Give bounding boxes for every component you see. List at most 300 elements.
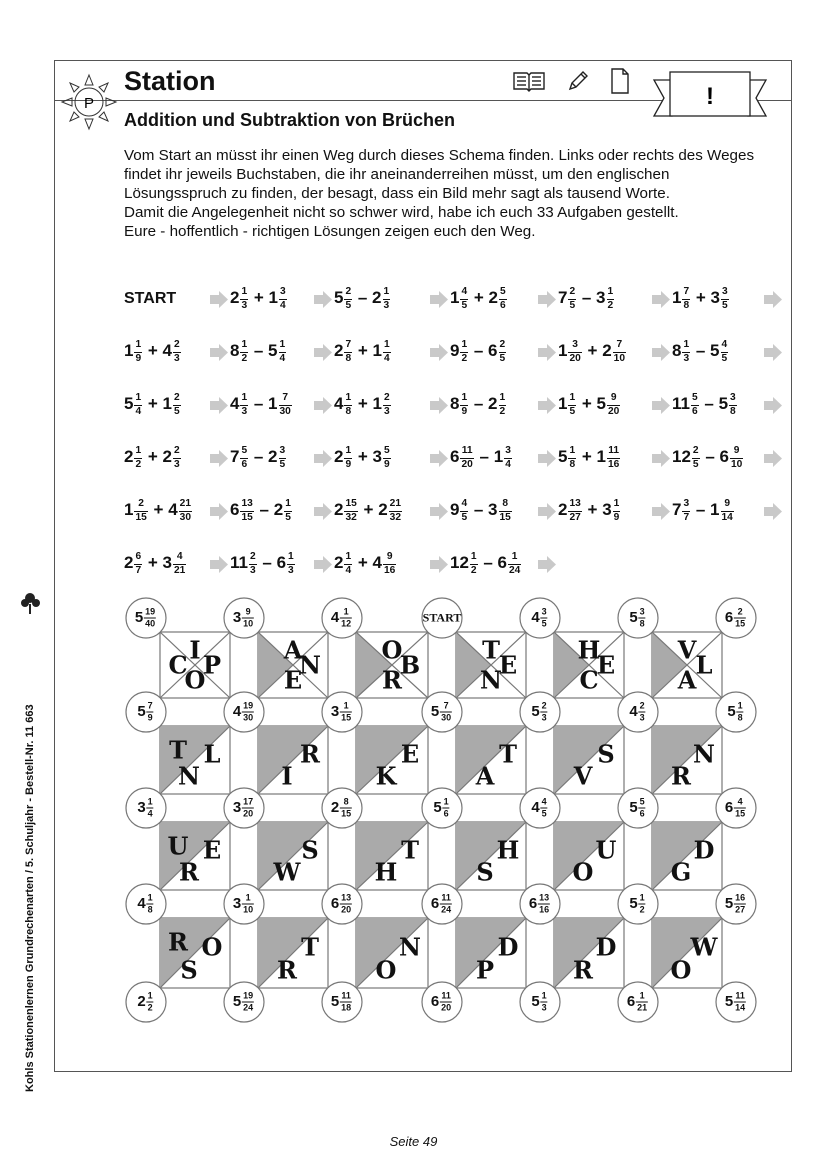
fraction: $\frac{1}{4}$ (279, 339, 286, 364)
puzzle-grid (124, 596, 760, 1046)
fraction: $\frac{1}{2}$ (470, 551, 477, 576)
fraction: $\frac{3}{20}$ (569, 339, 581, 364)
fraction: $\frac{1}{3}$ (383, 286, 390, 311)
fraction: $\frac{1}{3}$ (288, 551, 294, 576)
task-text: 7 $\frac{3}{7}$ – 1 $\frac{9}{14}$ (672, 498, 733, 523)
arrow-right-icon (652, 291, 670, 308)
fraction: $\frac{1}{9}$ (461, 392, 468, 417)
grid-node-value: 5 $\frac{1}{8}$ (727, 700, 743, 723)
arrow-right-icon (210, 556, 228, 573)
task-expression (124, 335, 182, 369)
arrow-right-icon (430, 450, 448, 467)
fraction: $\frac{1}{3}$ (683, 339, 690, 364)
puzzle-letter: V (677, 635, 697, 665)
puzzle-letter: A (475, 761, 495, 791)
task-text: 2 $\frac{7}{8}$ + 1 $\frac{1}{4}$ (334, 339, 390, 364)
fraction: $\frac{13}{15}$ (241, 498, 253, 523)
puzzle-letter: D (693, 835, 715, 865)
grid-node-value: 5 $\frac{1}{2}$ (629, 892, 645, 915)
task-text: 2 $\frac{1}{2}$ + 2 $\frac{2}{3}$ (124, 445, 180, 470)
arrow-right-icon (314, 291, 332, 308)
task-expression (334, 388, 392, 422)
puzzle-letter: E (283, 665, 303, 695)
puzzle-letter: N (178, 761, 200, 791)
arrow-right-icon (314, 450, 332, 467)
grid-node-value: 5 $\frac{11}{14}$ (724, 990, 746, 1013)
fraction: $\frac{2}{5}$ (173, 392, 180, 417)
fraction: $\frac{13}{16}$ (539, 892, 550, 915)
grid-node-value: 6 $\frac{11}{24}$ (430, 892, 452, 915)
task-text: 2 $\frac{1}{3}$ + 1 $\frac{3}{4}$ (230, 286, 286, 311)
arrow-right-icon (764, 503, 782, 520)
fraction: $\frac{19}{30}$ (243, 700, 254, 723)
banner-mark: ! (706, 83, 714, 110)
puzzle-letter: N (299, 650, 321, 680)
grid-node-value: 5 $\frac{5}{6}$ (629, 796, 645, 819)
task-expression (672, 388, 738, 422)
grid-node-value: 6 $\frac{4}{15}$ (724, 796, 746, 819)
puzzle-letter: P (202, 650, 222, 680)
task-row (124, 335, 786, 369)
puzzle-letter: G (670, 857, 692, 887)
intro-paragraph: Damit die Angelegenheit nicht so schwer wird, habe ich euch 33 Aufgaben gestellt. (124, 204, 679, 221)
arrow-right-icon (210, 397, 228, 414)
grid-node-value: 4 $\frac{1}{12}$ (330, 606, 352, 629)
puzzle-letter: C (579, 665, 599, 695)
arrow-right-icon (210, 291, 228, 308)
puzzle-letter: T (401, 835, 419, 865)
task-expression (450, 494, 513, 528)
fraction: $\frac{8}{15}$ (499, 498, 511, 523)
fraction: $\frac{3}{4}$ (505, 445, 511, 470)
fraction: $\frac{11}{18}$ (341, 990, 352, 1013)
puzzle-letter: R (382, 665, 402, 695)
fraction: $\frac{1}{10}$ (243, 892, 254, 915)
puzzle-letter: D (497, 932, 519, 962)
arrow-right-icon (538, 556, 556, 573)
fraction: $\frac{1}{3}$ (541, 990, 547, 1013)
fraction: $\frac{1}{8}$ (147, 892, 153, 915)
arrow-right-icon (764, 344, 782, 361)
task-expression (124, 494, 193, 528)
task-text: 1 $\frac{1}{9}$ + 4 $\frac{2}{3}$ (124, 339, 180, 364)
task-text: 6 $\frac{11}{20}$ – 1 $\frac{3}{4}$ (450, 445, 511, 470)
grid-node-value: 5 $\frac{19}{24}$ (232, 990, 254, 1013)
grid-node-value: 3 $\frac{1}{10}$ (232, 892, 254, 915)
fraction: $\frac{1}{4}$ (345, 551, 352, 576)
fraction: $\frac{7}{30}$ (279, 392, 291, 417)
fraction: $\frac{13}{27}$ (569, 498, 581, 523)
arrow-right-icon (538, 397, 556, 414)
fraction: $\frac{17}{20}$ (243, 796, 254, 819)
task-text: 7 $\frac{2}{5}$ – 3 $\frac{1}{2}$ (558, 286, 614, 311)
task-text: 2 $\frac{1}{4}$ + 4 $\frac{9}{16}$ (334, 551, 396, 576)
task-text: 1 $\frac{3}{20}$ + 2 $\frac{7}{10}$ (558, 339, 625, 364)
fraction: $\frac{21}{32}$ (389, 498, 401, 523)
puzzle-letter: L (203, 739, 221, 769)
puzzle-letter: S (301, 835, 319, 865)
task-expression (672, 441, 744, 475)
puzzle-letter: N (399, 932, 421, 962)
fraction: $\frac{9}{16}$ (383, 551, 396, 576)
puzzle-letter: V (573, 761, 593, 791)
task-text: 12 $\frac{1}{2}$ – 6 $\frac{1}{24}$ (450, 551, 521, 576)
task-text: 1 $\frac{1}{5}$ + 5 $\frac{9}{20}$ (558, 392, 620, 417)
fraction: $\frac{4}{5}$ (461, 286, 468, 311)
arrow-right-icon (764, 450, 782, 467)
book-icon (512, 69, 546, 93)
puzzle-letter: R (168, 927, 188, 957)
fraction: $\frac{1}{9}$ (135, 339, 142, 364)
fraction: $\frac{1}{2}$ (461, 339, 468, 364)
arrow-right-icon (652, 450, 670, 467)
puzzle-letter: W (273, 857, 301, 887)
page-subtitle: Addition und Subtraktion von Brüchen (124, 110, 455, 130)
task-text: 11 $\frac{5}{6}$ – 5 $\frac{3}{8}$ (672, 392, 736, 417)
fraction: $\frac{3}{5}$ (721, 286, 728, 311)
fraction: $\frac{2}{3}$ (639, 700, 645, 723)
arrow-right-icon (538, 503, 556, 520)
puzzle-letter: T (301, 932, 319, 962)
fraction: $\frac{5}{6}$ (499, 286, 506, 311)
grid-node-value: 3 $\frac{1}{4}$ (137, 796, 153, 819)
fraction: $\frac{3}{7}$ (683, 498, 690, 523)
puzzle-letter: N (693, 739, 715, 769)
task-text: 7 $\frac{5}{6}$ – 2 $\frac{3}{5}$ (230, 445, 286, 470)
task-text: 5 $\frac{2}{5}$ – 2 $\frac{1}{3}$ (334, 286, 390, 311)
arrow-right-icon (210, 450, 228, 467)
fraction: $\frac{4}{5}$ (541, 796, 547, 819)
task-text: 2 $\frac{6}{7}$ + 3 $\frac{4}{21}$ (124, 551, 186, 576)
puzzle-letter: W (690, 932, 718, 962)
fraction: $\frac{6}{7}$ (135, 551, 142, 576)
task-text: 11 $\frac{2}{3}$ – 6 $\frac{1}{3}$ (230, 551, 294, 576)
task-text: 8 $\frac{1}{2}$ – 5 $\frac{1}{4}$ (230, 339, 286, 364)
fraction: $\frac{2}{5}$ (499, 339, 506, 364)
fraction: $\frac{1}{12}$ (341, 606, 352, 629)
arrow-right-icon (430, 556, 448, 573)
fraction: $\frac{8}{15}$ (341, 796, 352, 819)
task-expression (672, 282, 730, 316)
puzzle-letter: L (695, 650, 713, 680)
task-expression (334, 494, 403, 528)
grid-node-value: 2 $\frac{8}{15}$ (330, 796, 352, 819)
fraction: $\frac{1}{4}$ (135, 392, 142, 417)
task-text: 12 $\frac{2}{5}$ – 6 $\frac{9}{10}$ (672, 445, 743, 470)
intro-paragraph: Eure - hoffentlich - richtigen Lösungen zeigen euch den Weg. (124, 223, 536, 240)
fraction: $\frac{9}{10}$ (243, 606, 254, 629)
grid-node-value: 6 $\frac{13}{20}$ (330, 892, 352, 915)
arrow-right-icon (538, 291, 556, 308)
puzzle-letter: O (184, 665, 206, 695)
grid-node-value: 6 $\frac{13}{16}$ (528, 892, 550, 915)
header-icons (512, 68, 630, 94)
task-expression (334, 547, 397, 581)
grid-node-value: 4 $\frac{4}{5}$ (531, 796, 547, 819)
fraction: $\frac{4}{21}$ (173, 551, 186, 576)
side-publisher-text: Kohls Stationenlernen Grundrechenarten / 5. Schuljahr - Bestell-Nr. 11 663 (24, 704, 36, 1092)
fraction: $\frac{16}{27}$ (735, 892, 746, 915)
intro-paragraph: Vom Start an müsst ihr einen Weg durch dieses Schema finden. Links oder rechts des Weges findet ihr jeweils Buchstaben, die ihr aneinanderreihen müsst, um den englischen Lösungsspruch zu finden, der besagt, dass ein Bild mehr sagt als tausend Worte. (124, 147, 755, 202)
task-text: 1 $\frac{2}{15}$ + 4 $\frac{21}{30}$ (124, 498, 191, 523)
puzzle-letter: C (168, 650, 188, 680)
fraction: $\frac{1}{8}$ (737, 700, 743, 723)
puzzle-letter: H (577, 635, 601, 665)
fraction: $\frac{1}{21}$ (637, 990, 648, 1013)
task-row (124, 547, 786, 581)
fraction: $\frac{1}{15}$ (341, 700, 352, 723)
puzzle-letter: I (189, 635, 201, 665)
grid-node-value: 6 $\frac{11}{20}$ (430, 990, 452, 1013)
task-expression (558, 441, 621, 475)
grid-node-value: 5 $\frac{11}{18}$ (330, 990, 352, 1013)
fraction: $\frac{11}{20}$ (461, 445, 473, 470)
fraction: $\frac{7}{8}$ (345, 339, 352, 364)
puzzle-letter: A (283, 635, 303, 665)
task-expression (124, 388, 182, 422)
fraction: $\frac{1}{2}$ (241, 339, 248, 364)
puzzle-letter: R (300, 739, 320, 769)
page-footer: Seite 49 (389, 1134, 438, 1149)
task-expression (450, 282, 508, 316)
fraction: $\frac{5}{6}$ (691, 392, 698, 417)
task-expression (334, 335, 392, 369)
fraction: $\frac{1}{9}$ (613, 498, 620, 523)
task-text: 2 $\frac{15}{32}$ + 2 $\frac{21}{32}$ (334, 498, 401, 523)
arrow-right-icon (538, 450, 556, 467)
fraction: $\frac{19}{40}$ (145, 606, 156, 629)
fraction: $\frac{1}{2}$ (147, 990, 153, 1013)
grid-node-value: 4 $\frac{19}{30}$ (232, 700, 254, 723)
arrow-right-icon (764, 291, 782, 308)
arrow-right-icon (314, 344, 332, 361)
task-expression (230, 388, 293, 422)
task-text: 5 $\frac{1}{8}$ + 1 $\frac{11}{16}$ (558, 445, 620, 470)
arrow-right-icon (430, 503, 448, 520)
fraction: $\frac{19}{24}$ (243, 990, 254, 1013)
puzzle-letter: S (597, 739, 615, 769)
fraction: $\frac{4}{5}$ (721, 339, 728, 364)
task-text: 5 $\frac{1}{4}$ + 1 $\frac{2}{5}$ (124, 392, 180, 417)
grid-node-value: 5 $\frac{7}{9}$ (137, 700, 153, 723)
fraction: $\frac{2}{3}$ (173, 339, 180, 364)
fraction: $\frac{1}{5}$ (569, 392, 576, 417)
puzzle-letter: K (375, 761, 397, 791)
fraction: $\frac{1}{4}$ (147, 796, 153, 819)
fraction: $\frac{1}{2}$ (639, 892, 645, 915)
arrow-right-icon (652, 397, 670, 414)
grid-start-label: START (422, 610, 462, 625)
fraction: $\frac{2}{3}$ (173, 445, 180, 470)
task-expression (124, 547, 187, 581)
fraction: $\frac{1}{5}$ (285, 498, 291, 523)
puzzle-letter: D (595, 932, 617, 962)
arrow-right-icon (652, 503, 670, 520)
task-text: 4 $\frac{1}{3}$ – 1 $\frac{7}{30}$ (230, 392, 291, 417)
puzzle-letter: O (670, 955, 692, 985)
puzzle-letter: T (169, 735, 187, 765)
puzzle-letter: T (499, 739, 517, 769)
grid-node-value: 4 $\frac{2}{3}$ (629, 700, 645, 723)
puzzle-letter: E (202, 835, 222, 865)
fraction: $\frac{15}{32}$ (345, 498, 357, 523)
fraction: $\frac{1}{2}$ (499, 392, 506, 417)
fraction: $\frac{7}{10}$ (613, 339, 625, 364)
fraction: $\frac{3}{5}$ (279, 445, 286, 470)
arrow-right-icon (210, 344, 228, 361)
fraction: $\frac{9}{20}$ (607, 392, 620, 417)
fraction: $\frac{3}{4}$ (279, 286, 286, 311)
document-icon (610, 68, 630, 94)
grid-node-value: 4 $\frac{1}{8}$ (137, 892, 153, 915)
puzzle-letter: S (476, 857, 494, 887)
puzzle-letter: R (573, 955, 593, 985)
puzzle-letter: H (374, 857, 398, 887)
fraction: $\frac{3}{8}$ (639, 606, 645, 629)
task-expression (558, 282, 615, 316)
fraction: $\frac{5}{6}$ (639, 796, 645, 819)
task-expression (450, 388, 507, 422)
fraction: $\frac{1}{24}$ (508, 551, 521, 576)
fraction: $\frac{1}{4}$ (383, 339, 390, 364)
intro-text (124, 146, 764, 241)
arrow-right-icon (430, 291, 448, 308)
task-expression (334, 282, 391, 316)
pencil-icon (566, 69, 590, 93)
arrow-right-icon (430, 397, 448, 414)
fraction: $\frac{3}{5}$ (541, 606, 547, 629)
puzzle-letter: E (400, 739, 420, 769)
task-text: 8 $\frac{1}{3}$ – 5 $\frac{4}{5}$ (672, 339, 728, 364)
puzzle-letter: R (179, 857, 199, 887)
fraction: $\frac{4}{15}$ (735, 796, 746, 819)
puzzle-letter: R (277, 955, 297, 985)
task-expression (334, 441, 392, 475)
fraction: $\frac{9}{10}$ (730, 445, 743, 470)
task-expression (450, 441, 513, 475)
puzzle-letter: R (671, 761, 691, 791)
fraction: $\frac{1}{3}$ (241, 286, 248, 311)
arrow-right-icon (538, 344, 556, 361)
fraction: $\frac{7}{9}$ (147, 700, 153, 723)
puzzle-letter: E (498, 650, 518, 680)
grid-node-value: 6 $\frac{2}{15}$ (724, 606, 746, 629)
task-row (124, 441, 786, 475)
puzzle-letter: H (496, 835, 520, 865)
puzzle-letter: O (381, 635, 403, 665)
puzzle-letter: A (677, 665, 697, 695)
puzzle-letter: T (482, 635, 500, 665)
fraction: $\frac{21}{30}$ (179, 498, 191, 523)
task-row (124, 388, 786, 422)
task-expression (450, 547, 522, 581)
puzzle-letter: O (375, 955, 397, 985)
task-expression (558, 388, 621, 422)
fraction: $\frac{1}{3}$ (241, 392, 248, 417)
puzzle-letter: U (167, 831, 189, 861)
fraction: $\frac{5}{6}$ (241, 445, 248, 470)
task-expression (672, 335, 729, 369)
fraction: $\frac{1}{8}$ (569, 445, 576, 470)
fraction: $\frac{2}{3}$ (249, 551, 256, 576)
task-text: 4 $\frac{1}{8}$ + 1 $\frac{2}{3}$ (334, 392, 390, 417)
grid-node-value: 6 $\frac{1}{21}$ (626, 990, 648, 1013)
task-expression (558, 335, 627, 369)
puzzle-letter: E (596, 650, 616, 680)
fraction: $\frac{4}{5}$ (461, 498, 468, 523)
fraction: $\frac{1}{2}$ (135, 445, 142, 470)
puzzle-letter: O (201, 932, 223, 962)
task-text: 9 $\frac{1}{2}$ – 6 $\frac{2}{5}$ (450, 339, 506, 364)
puzzle-letter: B (399, 650, 421, 680)
task-expression (230, 335, 287, 369)
start-label: START (124, 290, 177, 307)
sun-letter: P (83, 95, 95, 112)
task-text: 1 $\frac{4}{5}$ + 2 $\frac{5}{6}$ (450, 286, 506, 311)
fraction: $\frac{2}{5}$ (569, 286, 576, 311)
fraction: $\frac{13}{20}$ (341, 892, 352, 915)
task-text: 2 $\frac{1}{9}$ + 3 $\frac{5}{9}$ (334, 445, 390, 470)
fraction: $\frac{2}{15}$ (735, 606, 746, 629)
fraction: $\frac{1}{2}$ (607, 286, 614, 311)
task-expression (230, 494, 293, 528)
puzzle-letter: N (480, 665, 502, 695)
fraction: $\frac{9}{14}$ (721, 498, 733, 523)
grid-node-value: 5 $\frac{1}{6}$ (433, 796, 449, 819)
task-row (124, 494, 786, 528)
fraction: $\frac{11}{20}$ (441, 990, 452, 1013)
puzzle-letter: U (595, 835, 617, 865)
fraction: $\frac{11}{14}$ (735, 990, 746, 1013)
task-expression (558, 494, 621, 528)
puzzle-letter: P (475, 955, 495, 985)
grid-node-value: 2 $\frac{1}{2}$ (137, 990, 153, 1013)
task-expression (124, 441, 182, 475)
fraction: $\frac{1}{6}$ (443, 796, 449, 819)
fraction: $\frac{2}{15}$ (135, 498, 147, 523)
fraction: $\frac{7}{30}$ (441, 700, 452, 723)
grid-node-value: 5 $\frac{19}{40}$ (134, 606, 156, 629)
sun-icon (60, 73, 118, 131)
puzzle-letter: O (572, 857, 594, 887)
grid-node-value: 3 $\frac{17}{20}$ (232, 796, 254, 819)
task-text: 1 $\frac{7}{8}$ + 3 $\frac{3}{5}$ (672, 286, 728, 311)
task-text: 2 $\frac{13}{27}$ + 3 $\frac{1}{9}$ (558, 498, 620, 523)
task-expression (672, 494, 735, 528)
arrow-right-icon (314, 556, 332, 573)
grid-node-value: 5 $\frac{2}{3}$ (531, 700, 547, 723)
fraction: $\frac{2}{3}$ (383, 392, 390, 417)
arrow-right-icon (314, 503, 332, 520)
fraction: $\frac{1}{9}$ (345, 445, 352, 470)
arrow-right-icon (652, 344, 670, 361)
arrow-right-icon (764, 397, 782, 414)
arrow-right-icon (314, 397, 332, 414)
puzzle-letter: S (180, 955, 198, 985)
page-title: Station (124, 66, 216, 96)
fraction: $\frac{5}{9}$ (383, 445, 390, 470)
puzzle-letter: I (281, 761, 293, 791)
grid-node-value: 5 $\frac{16}{27}$ (724, 892, 746, 915)
grid-node-value: 3 $\frac{9}{10}$ (232, 606, 254, 629)
arrow-right-icon (430, 344, 448, 361)
fraction: $\frac{2}{5}$ (345, 286, 352, 311)
grid-node-value: 5 $\frac{3}{8}$ (629, 606, 645, 629)
grid-node-value: 5 $\frac{7}{30}$ (430, 700, 452, 723)
task-expression (230, 441, 287, 475)
banner-icon (652, 68, 768, 126)
fraction: $\frac{1}{8}$ (345, 392, 352, 417)
